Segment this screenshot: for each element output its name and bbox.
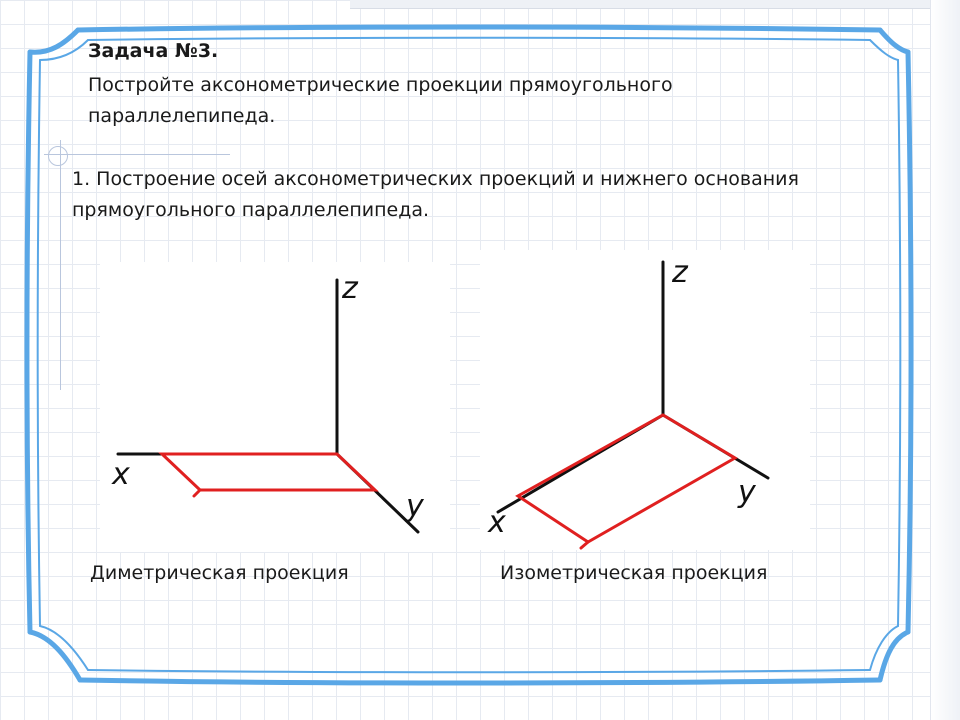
- isometric-base-tick: [581, 542, 588, 548]
- step-text: 1. Построение осей аксонометрических проекций и нижнего основания прямоугольного параллелепипеда.: [72, 168, 799, 221]
- dimetric-base-tick: [194, 490, 200, 496]
- isometric-base-rectangle: [518, 415, 735, 542]
- isometric-label-y: y: [738, 475, 756, 510]
- dimetric-figure: [100, 262, 450, 552]
- dimetric-label-x: x: [112, 457, 130, 492]
- decor-circle: [48, 146, 68, 166]
- task-text: Постройте аксонометрические проекции прямоугольного параллелепипеда.: [88, 74, 673, 127]
- task-title: Задача №3.: [88, 40, 219, 62]
- dimetric-label-y: y: [406, 489, 424, 524]
- decor-horizontal-line: [44, 154, 230, 155]
- isometric-label-x: x: [488, 505, 506, 540]
- isometric-label-z: z: [672, 255, 688, 290]
- right-decor-strip: [930, 0, 960, 720]
- isometric-drawing: [480, 250, 810, 550]
- isometric-figure: [480, 250, 810, 550]
- dimetric-drawing: [100, 262, 450, 552]
- isometric-caption: Изометрическая проекция: [500, 562, 768, 584]
- dimetric-caption: Диметрическая проекция: [90, 562, 349, 584]
- dimetric-base-rectangle: [162, 454, 375, 490]
- decor-vertical-line: [60, 140, 61, 390]
- dimetric-label-z: z: [342, 271, 358, 306]
- top-decor-strip: [350, 0, 960, 9]
